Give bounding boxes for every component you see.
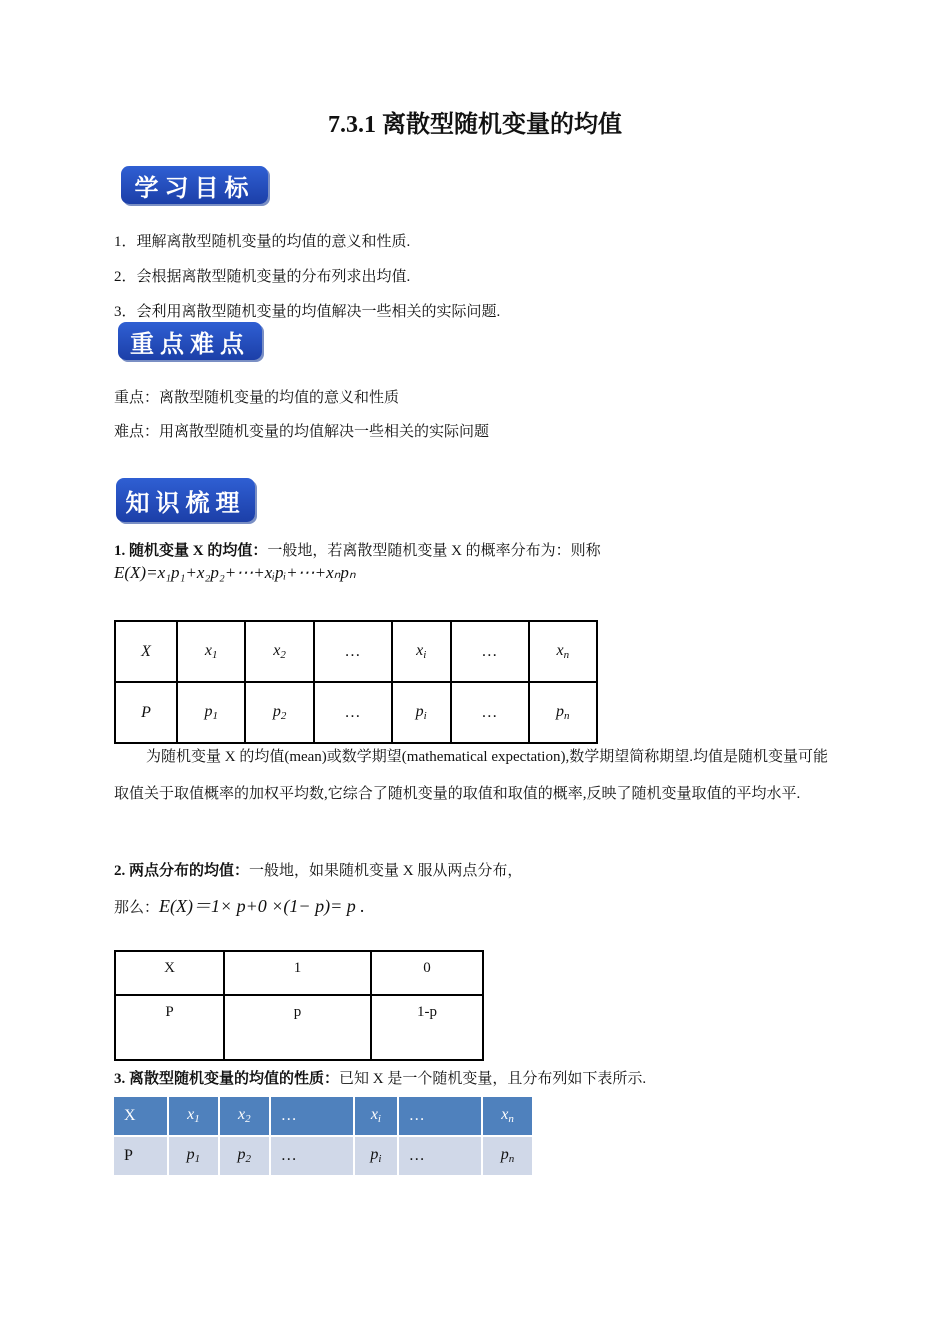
table-cell: $p_i$ xyxy=(392,682,451,743)
table-cell: $x_n$ xyxy=(529,621,597,682)
subscript: 2 xyxy=(245,1113,251,1126)
badge-key-points: 重点难点 xyxy=(118,322,262,360)
goal-item-3: 3．会利用离散型随机变量的均值解决一些相关的实际问题. xyxy=(114,304,501,320)
subscript: n xyxy=(508,1153,515,1166)
table-cell: $x_1$ xyxy=(177,621,245,682)
table-cell: … xyxy=(314,682,392,743)
table-cell: $x_i$ xyxy=(354,1097,398,1136)
table-cell: $p_2$ xyxy=(245,682,313,743)
section3-intro: 已知 X 是一个随机变量，且分布列如下表所示. xyxy=(339,1071,647,1087)
badge-knowledge: 知识梳理 xyxy=(116,478,255,522)
section3-intro-line xyxy=(114,1067,646,1088)
table-cell: … xyxy=(451,682,529,743)
table-cell: $p_1$ xyxy=(168,1136,219,1176)
subscript: i xyxy=(423,649,427,661)
table-row xyxy=(114,1136,533,1176)
table-cell: $x_2$ xyxy=(219,1097,270,1136)
table-row xyxy=(115,995,483,1060)
table-row xyxy=(115,621,597,682)
table-cell: … xyxy=(398,1097,482,1136)
subscript: 1 xyxy=(211,649,218,661)
table-cell: X xyxy=(115,951,224,995)
distribution-table xyxy=(114,620,598,744)
section2-so: 那么： xyxy=(114,900,160,916)
section2-intro-line xyxy=(114,859,522,880)
table-cell: … xyxy=(398,1136,482,1176)
subscript: 2 xyxy=(280,649,286,661)
two-point-formula: E(X)＝1× p+0 ×(1− p)= p . xyxy=(159,896,365,916)
table-cell: $p_n$ xyxy=(529,682,597,743)
table-cell: X xyxy=(115,621,177,682)
table-cell: P xyxy=(115,682,177,743)
table-cell: $p_1$ xyxy=(177,682,245,743)
subscript: n xyxy=(564,710,570,722)
section1-heading: 1. 随机变量 X 的均值： xyxy=(114,543,268,559)
subscript: 1 xyxy=(194,1153,201,1166)
subscript: 2 xyxy=(245,1153,252,1166)
table-cell: $x_2$ xyxy=(245,621,313,682)
expectation-paragraph: 为随机变量 X 的均值(mean)或数学期望(mathematical expectation),数学期望简称期望.均值是随机变量可能取值关于取值概率的加权平均数,它综合了随机变量的取值和取值的概率,反映了随机变量取值的平均水平. xyxy=(114,749,828,802)
table-cell: 1-p xyxy=(371,995,483,1060)
section1-intro: 一般地，若离散型随机变量 X 的概率分布为：则称 xyxy=(267,543,601,559)
table-cell: $p_n$ xyxy=(482,1136,533,1176)
table-cell: 1 xyxy=(224,951,371,995)
two-point-table xyxy=(114,950,484,1061)
subscript: 1 xyxy=(194,1113,200,1126)
table-cell: … xyxy=(451,621,529,682)
focus-line: 重点：离散型随机变量的均值的意义和性质 xyxy=(114,390,400,406)
section2-intro: 一般地，如果随机变量 X 服从两点分布， xyxy=(249,863,523,879)
subscript: i xyxy=(377,1113,381,1126)
table-row xyxy=(114,1097,533,1136)
property-table xyxy=(114,1097,534,1177)
section2-heading: 2. 两点分布的均值： xyxy=(114,863,250,879)
subscript: n xyxy=(563,649,570,661)
section1-intro-line xyxy=(114,539,601,560)
table-row xyxy=(115,951,483,995)
table-cell: … xyxy=(270,1136,354,1176)
table-cell: P xyxy=(115,995,224,1060)
subscript: i xyxy=(423,710,427,722)
table-cell: … xyxy=(270,1097,354,1136)
table-cell: P xyxy=(114,1136,168,1176)
table-cell: $x_i$ xyxy=(392,621,451,682)
table-cell: 0 xyxy=(371,951,483,995)
subscript: 1 xyxy=(212,710,218,722)
table-cell: $x_n$ xyxy=(482,1097,533,1136)
subscript: n xyxy=(508,1113,514,1126)
section2-formula-line xyxy=(114,892,365,918)
subscript: i xyxy=(378,1153,382,1166)
subscript: 2 xyxy=(280,710,287,722)
page-title: 7.3.1 离散型随机变量的均值 xyxy=(328,112,622,138)
table-cell: $p_2$ xyxy=(219,1136,270,1176)
table-cell: … xyxy=(314,621,392,682)
section3-heading: 3. 离散型随机变量的均值的性质： xyxy=(114,1071,340,1087)
expectation-formula: E(X)=x₁p₁+x₂p₂+⋯+xᵢpᵢ+⋯+xₙpₙ xyxy=(114,563,356,582)
table-row xyxy=(115,682,597,743)
table-cell: $x_1$ xyxy=(168,1097,219,1136)
goal-item-2: 2．会根据离散型随机变量的分布列求出均值. xyxy=(114,269,411,285)
table-cell: p xyxy=(224,995,371,1060)
goal-item-1: 1．理解离散型随机变量的均值的意义和性质. xyxy=(114,234,411,250)
table-cell: X xyxy=(114,1097,168,1136)
difficulty-line: 难点：用离散型随机变量的均值解决一些相关的实际问题 xyxy=(114,424,490,440)
table-cell: $p_i$ xyxy=(354,1136,398,1176)
badge-goals: 学习目标 xyxy=(121,166,268,204)
